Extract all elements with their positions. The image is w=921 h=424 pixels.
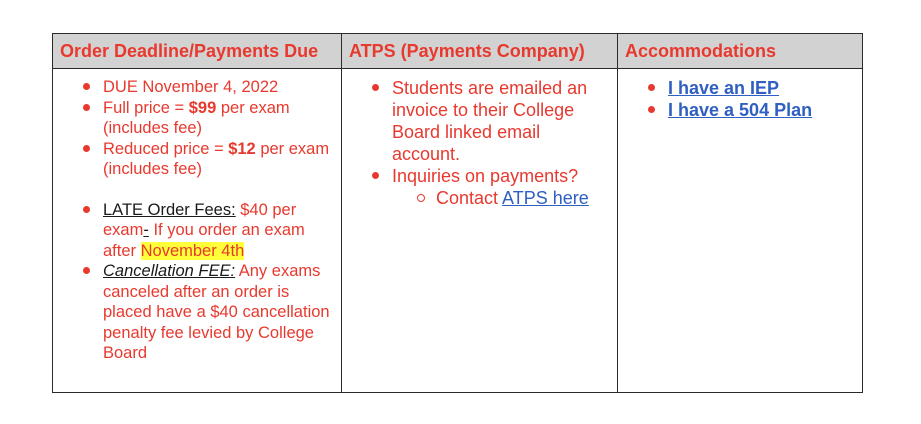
cell-accommodations <box>618 69 863 393</box>
full-price-suffix: per exam (includes fee) <box>103 98 290 137</box>
late-fees-text: $40 per exam <box>103 200 297 239</box>
deadline-list <box>59 77 335 364</box>
list-item-504 <box>624 99 856 121</box>
late-fees-colon: : <box>231 200 236 219</box>
reduced-price-amount: $12 <box>228 139 256 158</box>
cell-atps <box>342 69 618 393</box>
list-item-due <box>59 77 335 98</box>
list-item-inquiries <box>348 165 611 209</box>
atps-list <box>348 77 611 209</box>
list-item-cancellation <box>59 261 335 364</box>
late-fees-label: LATE Order Fees <box>103 200 232 219</box>
accommodations-list <box>624 77 856 121</box>
late-fees-dash: - <box>143 221 149 239</box>
late-fees-text2: If you order an exam after <box>103 221 305 260</box>
list-item-contact <box>392 187 611 209</box>
504-plan-link[interactable]: I have a 504 Plan <box>668 100 813 120</box>
list-item-full-price <box>59 98 335 139</box>
invoice-text: Students are emailed an invoice to their College Board linked email account. <box>392 78 588 164</box>
content-row <box>53 69 863 393</box>
header-accommodations: Accommodations <box>618 34 863 69</box>
header-atps: ATPS (Payments Company) <box>342 34 618 69</box>
contact-prefix: Contact <box>436 188 503 208</box>
iep-link[interactable]: I have an IEP <box>668 78 780 98</box>
atps-link[interactable]: ATPS here <box>502 188 589 208</box>
payments-info-table <box>52 33 863 393</box>
reduced-price-suffix: per exam (includes fee) <box>103 139 330 178</box>
list-item-iep <box>624 77 856 99</box>
reduced-price-prefix: Reduced price = <box>103 139 229 158</box>
list-item-late-fees <box>59 200 335 262</box>
list-item-invoice <box>348 77 611 165</box>
full-price-prefix: Full price = <box>103 98 189 117</box>
full-price-amount: $99 <box>188 98 217 117</box>
header-order-deadline: Order Deadline/Payments Due <box>53 34 342 69</box>
late-deadline-highlight: November 4th <box>140 241 245 260</box>
cancellation-label: Cancellation FEE: <box>103 262 236 280</box>
list-item-reduced-price <box>59 139 335 180</box>
due-text: DUE November 4, 2022 <box>103 78 279 96</box>
inquiries-text: Inquiries on payments? <box>392 166 579 186</box>
cell-order-deadline <box>53 69 342 393</box>
header-row <box>53 34 863 69</box>
cancellation-text: Any exams canceled after an order is placed have a $40 cancellation penalty fee levied by College Board <box>103 262 330 362</box>
inquiries-sublist <box>392 187 611 209</box>
